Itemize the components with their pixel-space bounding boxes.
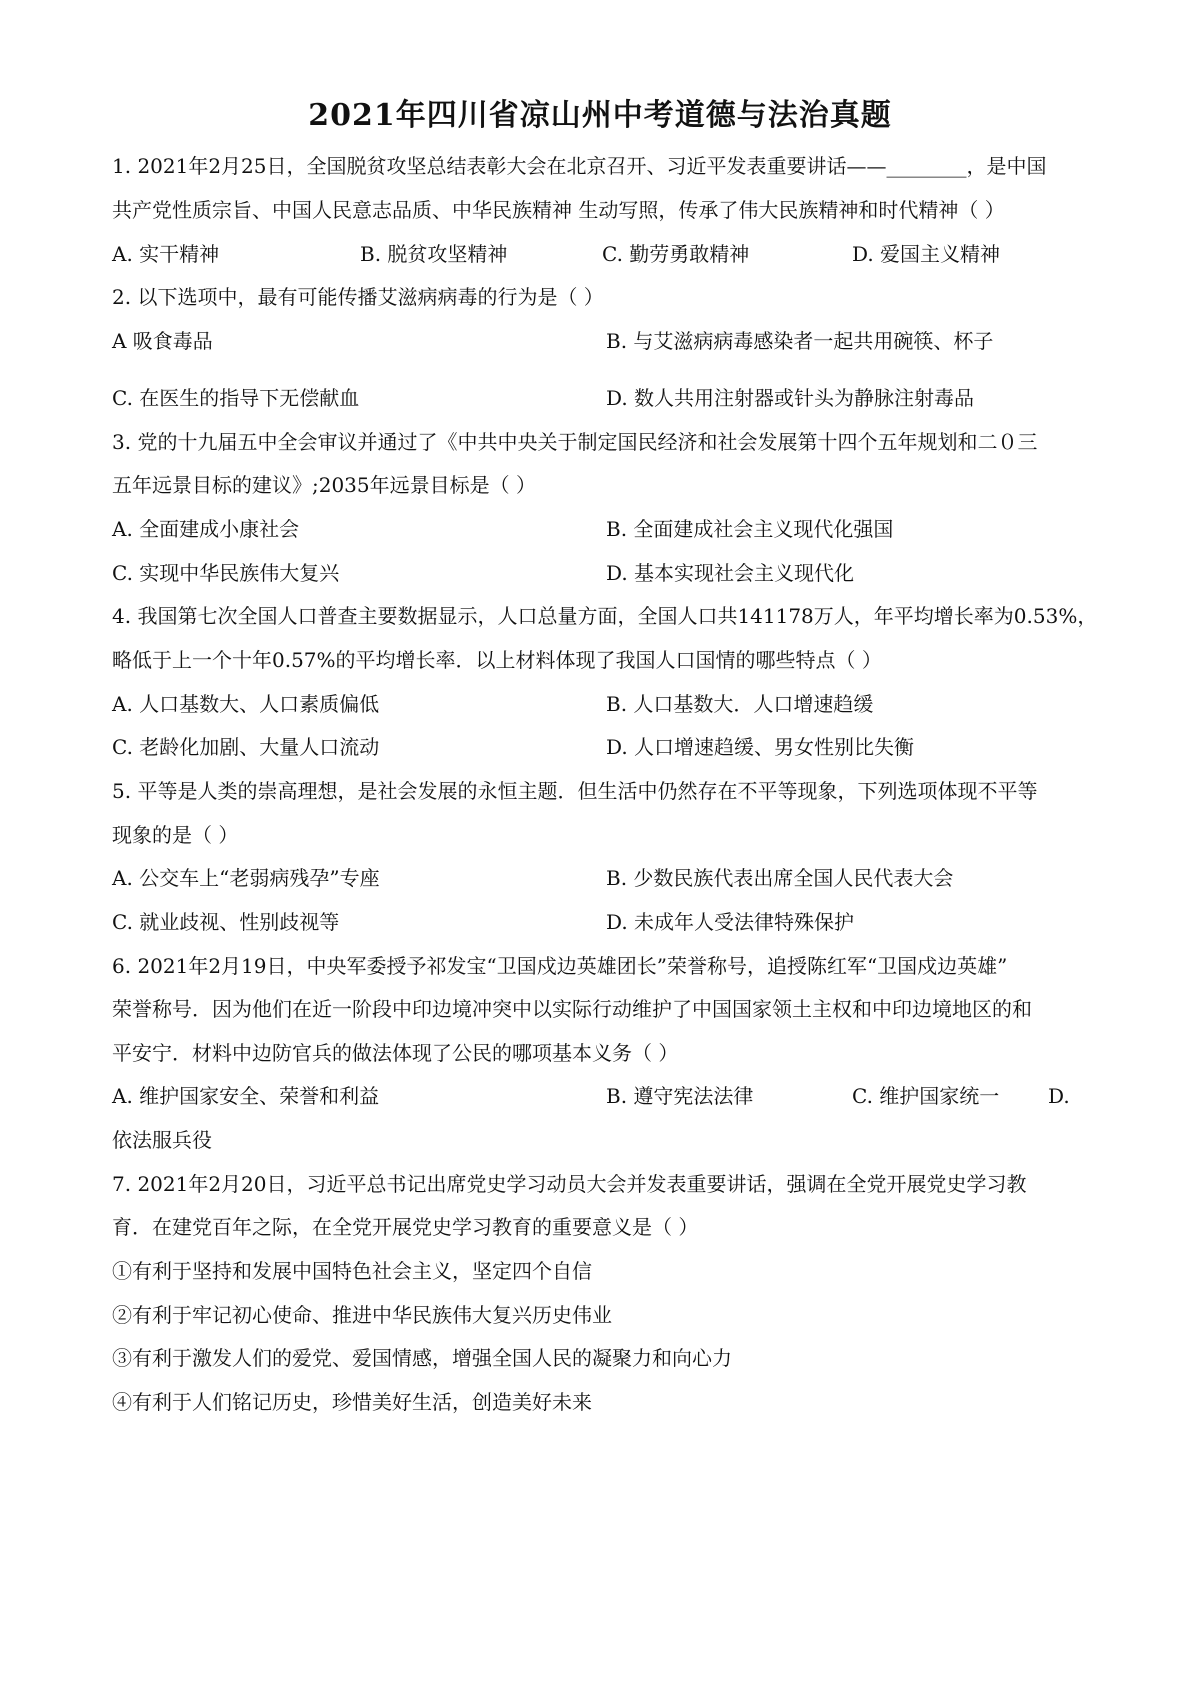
- question-3-line-2: 五年远景目标的建议》;2035年远景目标是（ ）: [112, 473, 536, 497]
- question-5-option-c: C. 就业歧视、性别歧视等: [112, 910, 340, 934]
- question-2-line-1: 2. 以下选项中，最有可能传播艾滋病病毒的行为是（ ）: [112, 285, 604, 309]
- question-6-line-1: 6. 2021年2月19日，中央军委授予祁发宝“卫国戍边英雄团长”荣誉称号，追授陈红军“卫国戍边英雄”: [112, 954, 1008, 978]
- question-4-option-d: D. 人口增速趋缓、男女性别比失衡: [606, 735, 915, 759]
- question-4-line-1: 4. 我国第七次全国人口普查主要数据显示，人口总量方面，全国人口共141178万人，年平均增长率为0.53%，: [112, 604, 1098, 628]
- question-7-item-1: ①有利于坚持和发展中国特色社会主义，坚定四个自信: [112, 1259, 592, 1283]
- question-6-option-d-label: D.: [1048, 1084, 1070, 1108]
- question-5-line-2: 现象的是（ ）: [112, 823, 239, 847]
- question-6-line-3: 平安宁．材料中边防官兵的做法体现了公民的哪项基本义务（ ）: [112, 1041, 679, 1065]
- question-6-line-2: 荣誉称号．因为他们在近一阶段中印边境冲突中以实际行动维护了中国国家领土主权和中印边境地区的和: [112, 997, 1032, 1021]
- question-2-option-a: A 吸食毒品: [112, 329, 213, 353]
- question-3-option-c: C. 实现中华民族伟大复兴: [112, 561, 340, 585]
- question-4-option-b: B. 人口基数大．人口增速趋缓: [606, 692, 874, 716]
- question-1-line-1: 1. 2021年2月25日，全国脱贫攻坚总结表彰大会在北京召开、习近平发表重要讲话——________，是中国: [112, 154, 1047, 178]
- question-3-option-b: B. 全面建成社会主义现代化强国: [606, 517, 894, 541]
- question-3-option-d: D. 基本实现社会主义现代化: [606, 561, 855, 585]
- question-7-line-2: 育．在建党百年之际，在全党开展党史学习教育的重要意义是（ ）: [112, 1215, 699, 1239]
- question-1-option-d: D. 爱国主义精神: [852, 242, 1001, 266]
- question-4-option-a: A. 人口基数大、人口素质偏低: [112, 692, 380, 716]
- question-1-option-b: B. 脱贫攻坚精神: [360, 242, 508, 266]
- question-5-line-1: 5. 平等是人类的崇高理想，是社会发展的永恒主题．但生活中仍然存在不平等现象，下列选项体现不平等: [112, 779, 1038, 803]
- question-4-line-2: 略低于上一个十年0.57%的平均增长率．以上材料体现了我国人口国情的哪些特点（ ）: [112, 648, 882, 672]
- question-2-option-d: D. 数人共用注射器或针头为静脉注射毒品: [606, 386, 975, 410]
- question-4-option-c: C. 老龄化加剧、大量人口流动: [112, 735, 380, 759]
- question-6-option-c: C. 维护国家统一: [852, 1084, 1000, 1108]
- question-1-line-2: 共产党性质宗旨、中国人民意志品质、中华民族精神 生动写照，传承了伟大民族精神和时代精神（ ）: [112, 198, 1005, 222]
- question-5-option-b: B. 少数民族代表出席全国人民代表大会: [606, 866, 954, 890]
- question-2-option-b: B. 与艾滋病病毒感染者一起共用碗筷、杯子: [606, 329, 994, 353]
- page-title: 2021年四川省凉山州中考道德与法治真题: [308, 98, 892, 133]
- question-7-item-3: ③有利于激发人们的爱党、爱国情感，增强全国人民的凝聚力和向心力: [112, 1346, 732, 1370]
- question-2-option-c: C. 在医生的指导下无偿献血: [112, 386, 360, 410]
- question-7-item-4: ④有利于人们铭记历史，珍惜美好生活，创造美好未来: [112, 1390, 592, 1414]
- question-3-option-a: A. 全面建成小康社会: [112, 517, 300, 541]
- question-7-line-1: 7. 2021年2月20日，习近平总书记出席党史学习动员大会并发表重要讲话，强调在全党开展党史学习教: [112, 1172, 1027, 1196]
- question-3-line-1: 3. 党的十九届五中全会审议并通过了《中共中央关于制定国民经济和社会发展第十四个五年规划和二０三: [112, 430, 1038, 454]
- question-5-option-a: A. 公交车上“老弱病残孕”专座: [112, 866, 380, 890]
- question-6-option-d-text: 依法服兵役: [112, 1128, 212, 1152]
- question-1-option-a: A. 实干精神: [112, 242, 220, 266]
- question-5-option-d: D. 未成年人受法律特殊保护: [606, 910, 855, 934]
- question-1-option-c: C. 勤劳勇敢精神: [602, 242, 750, 266]
- question-6-option-a: A. 维护国家安全、荣誉和利益: [112, 1084, 380, 1108]
- question-6-option-b: B. 遵守宪法法律: [606, 1084, 754, 1108]
- question-7-item-2: ②有利于牢记初心使命、推进中华民族伟大复兴历史伟业: [112, 1303, 612, 1327]
